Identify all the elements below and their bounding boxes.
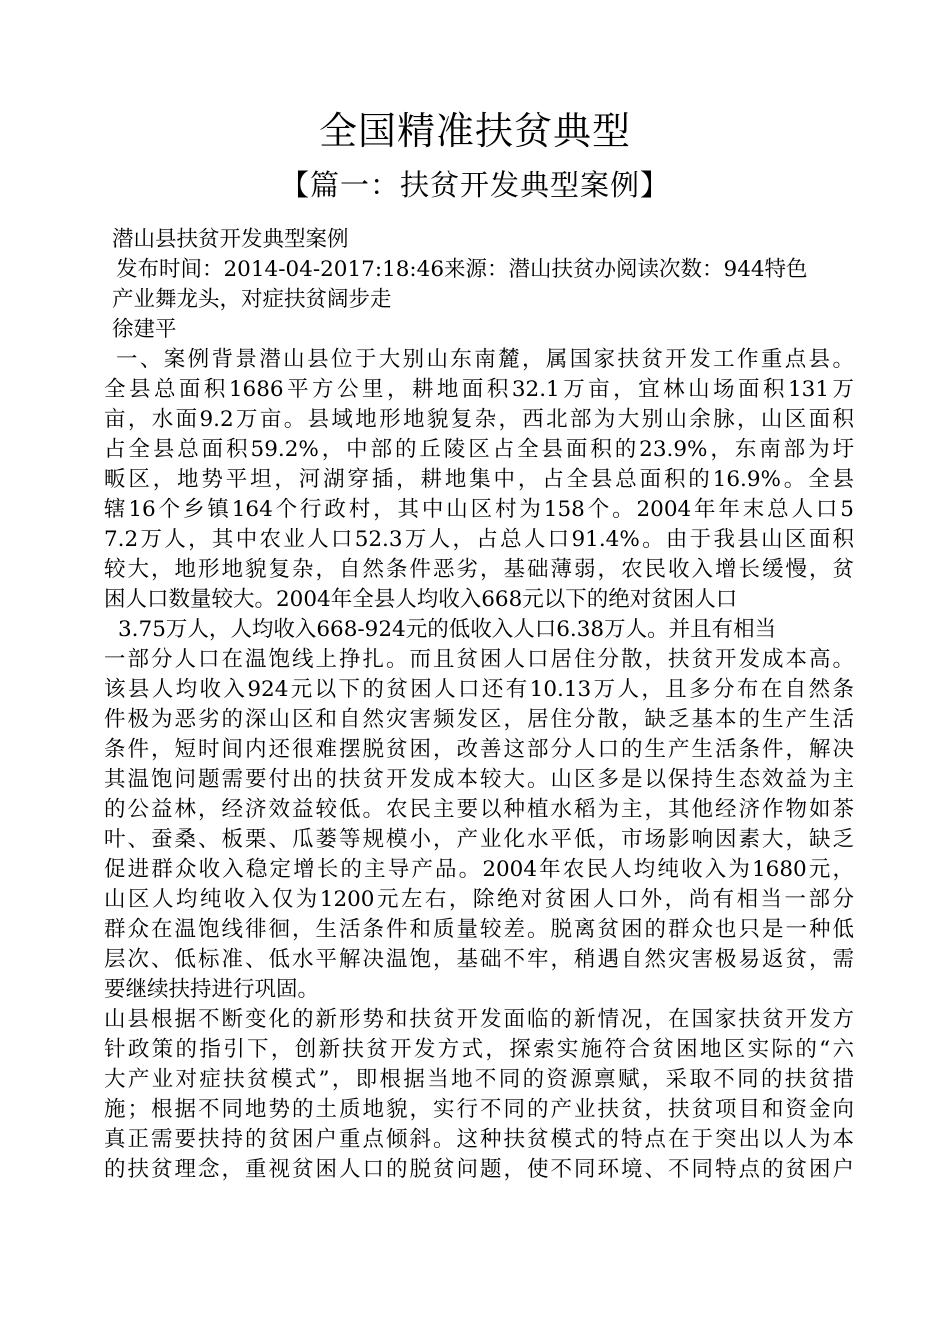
body-line: 3.75万人，人均收入668-924元的低收入人口6.38万人。并且有相当 — [118, 617, 777, 642]
document-title: 全国精准扶贫典型 — [318, 109, 631, 153]
body-line: 的公益林，经济效益较低。农民主要以种植水稻为主，其他经济作物如茶 — [104, 797, 854, 822]
body-line: 一、案例背景潜山县位于大别山东南麓，属国家扶贫开发工作重点县。 — [116, 347, 854, 372]
body-line: 叶、蚕桑、板栗、瓜蒌等规模小，产业化水平低，市场影响因素大，缺乏 — [104, 827, 854, 852]
body-line: 促进群众收入稳定增长的主导产品。2004年农民人均纯收入为1680元， — [104, 857, 854, 882]
body-line: 件极为恶劣的深山区和自然灾害频发区，居住分散，缺乏基本的生产生活 — [104, 707, 854, 732]
body-line: 山县根据不断变化的新形势和扶贫开发面临的新情况，在国家扶贫开发方 — [104, 1007, 854, 1032]
body-line: 占全县总面积59.2%，中部的丘陵区占全县面积的23.9%，东南部为圩 — [104, 437, 854, 462]
body-line: 其温饱问题需要付出的扶贫开发成本较大。山区多是以保持生态效益为主 — [104, 767, 854, 792]
body-line: 全县总面积1686平方公里，耕地面积32.1万亩，宜林山场面积131万 — [104, 377, 854, 402]
body-line: 徐建平 — [112, 317, 177, 342]
body-line: 产业舞龙头，对症扶贫阔步走 — [112, 287, 392, 312]
body-line: 困人口数量较大。2004年全县人均收入668元以下的绝对贫困人口 — [104, 587, 738, 612]
document-subtitle: 【篇一：扶贫开发典型案例】 — [279, 168, 670, 202]
body-line: 发布时间：2014-04-2017:18:46来源：潜山扶贫办阅读次数：944特色 — [116, 257, 808, 282]
body-line: 真正需要扶持的贫困户重点倾斜。这种扶贫模式的特点在于突出以人为本 — [104, 1127, 854, 1152]
body-line: 条件，短时间内还很难摆脱贫困，改善这部分人口的生产生活条件，解决 — [104, 737, 854, 762]
body-line: 大产业对症扶贫模式”，即根据当地不同的资源禀赋，采取不同的扶贫措 — [104, 1067, 854, 1092]
body-line: 要继续扶持进行巩固。 — [104, 977, 320, 1002]
body-line: 针政策的指引下，创新扶贫开发方式，探索实施符合贫困地区实际的“六 — [104, 1037, 854, 1062]
body-line: 较大，地形地貌复杂，自然条件恶劣，基础薄弱，农民收入增长缓慢，贫 — [104, 557, 854, 582]
body-line: 潜山县扶贫开发典型案例 — [112, 227, 349, 252]
body-line: 畈区，地势平坦，河湖穿插，耕地集中，占全县总面积的16.9%。全县 — [104, 467, 854, 492]
body-line: 山区人均纯收入仅为1200元左右，除绝对贫困人口外，尚有相当一部分 — [104, 887, 854, 912]
body-line: 的扶贫理念，重视贫困人口的脱贫问题，使不同环境、不同特点的贫困户 — [104, 1157, 854, 1182]
body-line: 亩，水面9.2万亩。县域地形地貌复杂，西北部为大别山余脉，山区面积 — [104, 407, 854, 432]
body-line: 层次、低标准、低水平解决温饱，基础不牢，稍遇自然灾害极易返贫，需 — [104, 947, 854, 972]
body-line: 一部分人口在温饱线上挣扎。而且贫困人口居住分散，扶贫开发成本高。 — [104, 647, 854, 672]
body-line: 辖16个乡镇164个行政村，其中山区村为158个。2004年年末总人口5 — [104, 497, 854, 522]
document-body — [104, 225, 854, 1185]
body-line: 7.2万人，其中农业人口52.3万人，占总人口91.4%。由于我县山区面积 — [104, 527, 854, 552]
body-line: 该县人均收入924元以下的贫困人口还有10.13万人，且多分布在自然条 — [104, 677, 854, 702]
body-line: 群众在温饱线徘徊，生活条件和质量较差。脱离贫困的群众也只是一种低 — [104, 917, 854, 942]
body-line: 施；根据不同地势的土质地貌，实行不同的产业扶贫，扶贫项目和资金向 — [104, 1097, 854, 1122]
